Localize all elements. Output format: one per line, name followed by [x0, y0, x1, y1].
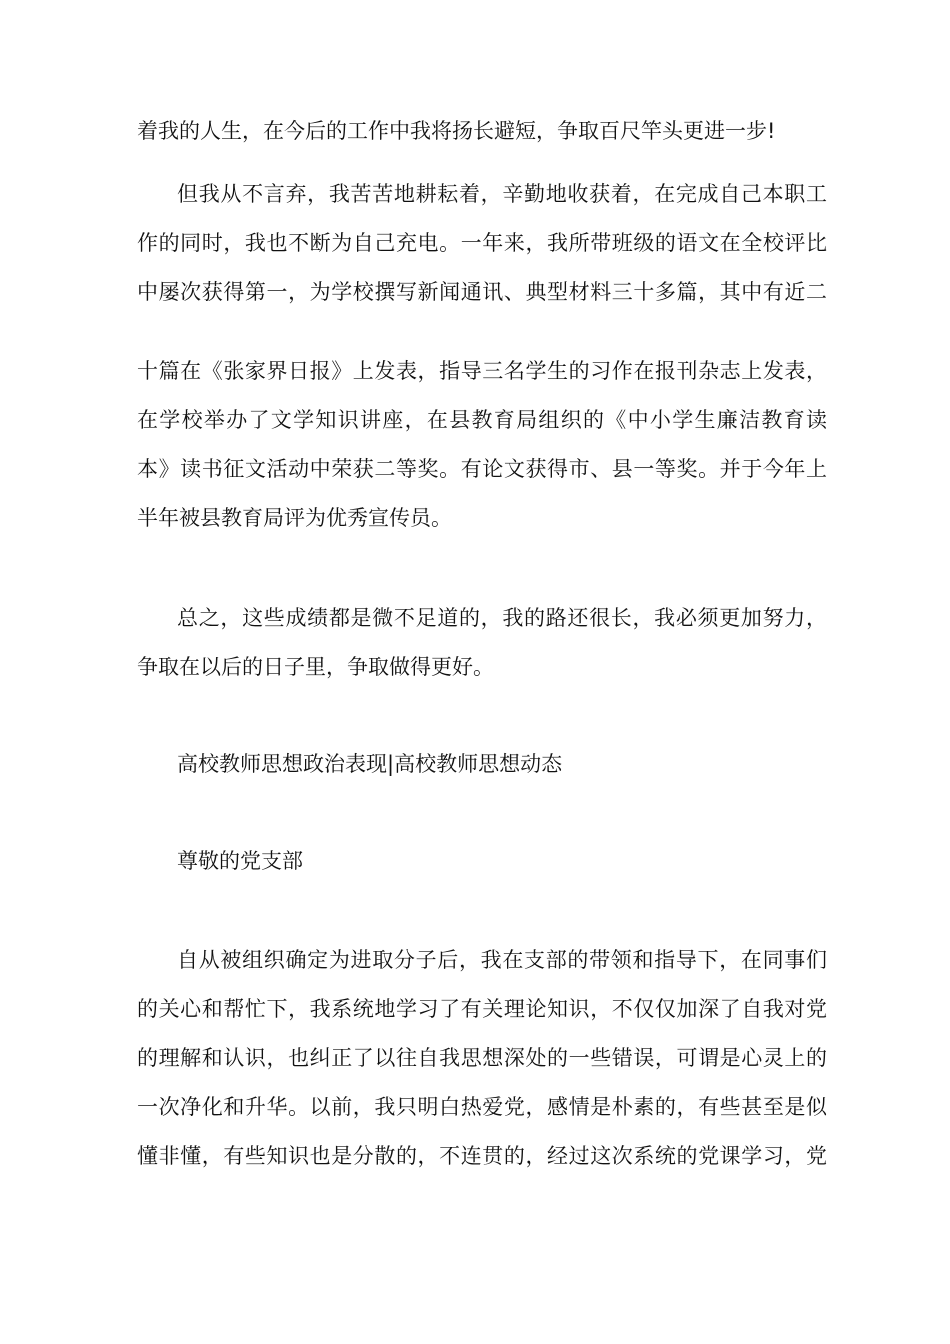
- paragraph-line: 作的同时，我也不断为自己充电。一年来，我所带班级的语文在全校评比: [137, 231, 827, 255]
- paragraph-line: 本》读书征文活动中荣获二等奖。有论文获得市、县一等奖。并于今年上: [137, 457, 827, 481]
- paragraph-line: 在学校举办了文学知识讲座，在县教育局组织的《中小学生廉洁教育读: [137, 408, 827, 432]
- paragraph-line: 中屡次获得第一，为学校撰写新闻通讯、典型材料三十多篇，其中有近二: [137, 280, 827, 304]
- paragraph-line: 一次净化和升华。以前，我只明白热爱党，感情是朴素的，有些甚至是似: [137, 1095, 827, 1119]
- paragraph-line: 懂非懂，有些知识也是分散的，不连贯的，经过这次系统的党课学习，党: [137, 1144, 827, 1168]
- paragraph-line: 的关心和帮忙下，我系统地学习了有关理论知识，不仅仅加深了自我对党: [137, 997, 827, 1021]
- paragraph-line: 的理解和认识，也纠正了以往自我思想深处的一些错误，可谓是心灵上的: [137, 1046, 827, 1070]
- paragraph-line: 总之，这些成绩都是微不足道的，我的路还很长，我必须更加努力，: [177, 606, 827, 630]
- paragraph-line: 争取在以后的日子里，争取做得更好。: [137, 655, 494, 679]
- salutation: 尊敬的党支部: [177, 849, 303, 873]
- paragraph-line: 自从被组织确定为进取分子后，我在支部的带领和指导下，在同事们: [177, 948, 827, 972]
- paragraph-line: 十篇在《张家界日报》上发表，指导三名学生的习作在报刊杂志上发表，: [137, 359, 827, 383]
- paragraph-line: 着我的人生，在今后的工作中我将扬长避短，争取百尺竿头更进一步!: [137, 119, 776, 143]
- paragraph-line: 半年被县教育局评为优秀宣传员。: [137, 506, 452, 530]
- paragraph-line: 但我从不言弃，我苦苦地耕耘着，辛勤地收获着，在完成自己本职工: [177, 182, 827, 206]
- section-title: 高校教师思想政治表现|高校教师思想动态: [177, 752, 563, 776]
